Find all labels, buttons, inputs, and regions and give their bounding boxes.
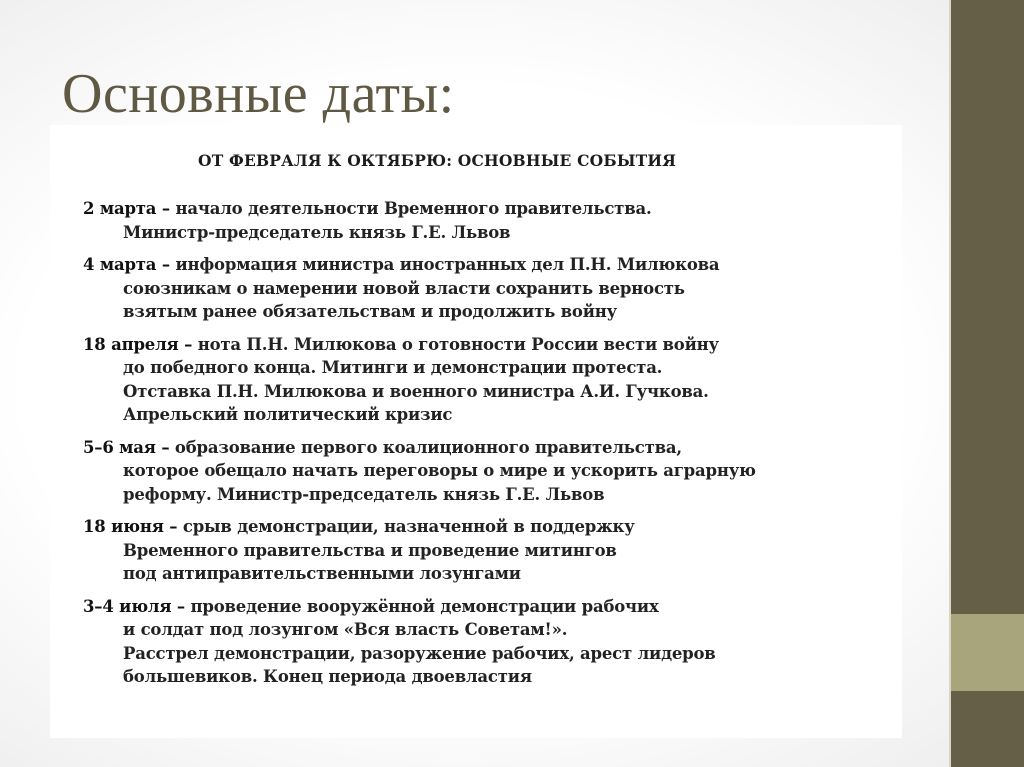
event-description: срыв демонстрации, назначенной в поддержку <box>182 517 635 536</box>
slide-title: Основные даты: <box>62 63 455 125</box>
event-continuation-line: Расстрел демонстрации, разоружение рабочих, арест лидеров <box>123 643 716 663</box>
event-first-line <box>83 197 883 221</box>
event-date: 3–4 июля <box>83 596 172 616</box>
event-description: нота П.Н. Милюкова о готовности России вести войну <box>197 334 719 354</box>
event-description: проведение вооружённой демонстрации рабочих <box>190 596 659 616</box>
document-heading: ОТ ФЕВРАЛЯ К ОКТЯБРЮ: ОСНОВНЫЕ СОБЫТИЯ <box>198 151 677 170</box>
event-first-line <box>83 253 883 277</box>
document-image <box>50 125 902 738</box>
event-description: образование первого коалиционного правительства, <box>174 437 682 457</box>
event-dash: – <box>156 199 176 218</box>
event-first-line <box>83 333 883 357</box>
event-dash: – <box>155 437 175 457</box>
event-date: 5–6 мая <box>83 437 156 457</box>
event-first-line <box>83 436 883 460</box>
event-continuation-line: реформу. Министр-председатель князь Г.Е. Львов <box>123 484 605 504</box>
event-item <box>83 197 883 244</box>
event-continuation-line: большевиков. Конец периода двоевластия <box>123 667 532 686</box>
event-dash: – <box>178 334 198 354</box>
event-description: начало деятельности Временного правительства. <box>175 199 652 218</box>
event-date: 18 апреля <box>83 334 179 354</box>
event-description: информация министра иностранных дел П.Н. Милюкова <box>175 255 720 274</box>
event-dash: – <box>163 517 183 536</box>
event-continuation-line: Временного правительства и проведение митингов <box>123 540 617 560</box>
event-dash: – <box>171 596 191 616</box>
event-continuation-line: которое обещало начать переговоры о мире и ускорить аграрную <box>123 461 756 480</box>
event-continuation-line: и солдат под лозунгом «Вся власть Советам!». <box>123 620 568 639</box>
event-date: 4 марта <box>83 255 157 274</box>
event-continuation-line: взятым ранее обязательствам и продолжить войну <box>123 302 618 321</box>
event-item <box>83 253 883 324</box>
event-continuation-line: под антиправительственными лозунгами <box>123 564 521 583</box>
events-list <box>83 197 883 698</box>
event-item <box>83 436 883 507</box>
event-first-line <box>83 515 883 539</box>
event-item <box>83 333 883 427</box>
sidebar-accent-band <box>951 614 1024 691</box>
event-continuation-line: до победного конца. Митинги и демонстрации протеста. <box>123 358 663 377</box>
event-first-line <box>83 595 883 619</box>
event-date: 2 марта <box>83 199 157 218</box>
event-item <box>83 595 883 689</box>
sidebar-decoration <box>949 0 1024 767</box>
event-continuation-line: Министр-председатель князь Г.Е. Львов <box>123 222 511 242</box>
event-continuation-line: Отставка П.Н. Милюкова и военного министра А.И. Гучкова. <box>123 381 709 401</box>
event-dash: – <box>156 255 176 274</box>
event-continuation-line: союзникам о намерении новой власти сохранить верность <box>123 278 685 298</box>
event-date: 18 июня <box>83 517 164 536</box>
event-item <box>83 515 883 586</box>
event-continuation-line: Апрельский политический кризис <box>123 405 453 424</box>
